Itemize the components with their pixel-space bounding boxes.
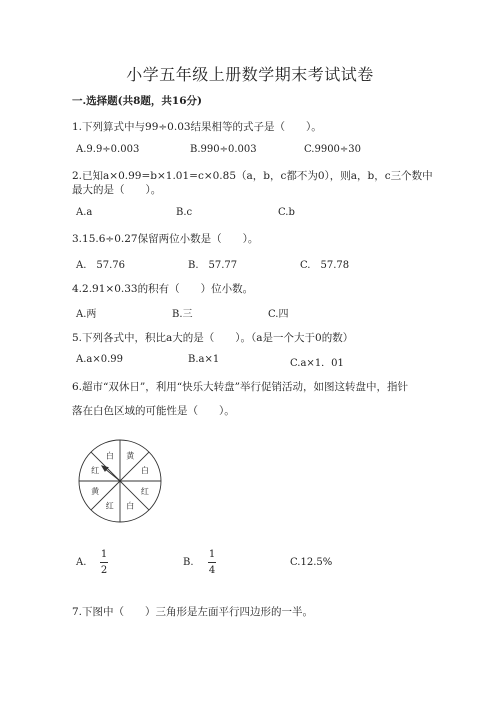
fraction-denominator: 2 [100, 565, 108, 576]
q6-option-b-fraction [208, 549, 216, 576]
q6-option-a-fraction [100, 549, 108, 576]
q2-option-a: A.a [76, 207, 93, 218]
spinner-sector-label: 黄 [126, 451, 135, 461]
spinner-figure [70, 432, 170, 532]
question-6-stem-line2: 落在白色区域的可能性是（ ）。 [72, 405, 235, 417]
q4-option-c: C.四 [268, 309, 289, 320]
q1-option-c: C.9900÷30 [304, 144, 362, 155]
spinner-pointer [102, 466, 120, 481]
page-title: 小学五年级上册数学期末考试试卷 [126, 65, 374, 84]
spinner-sector-label: 红 [91, 466, 100, 476]
section-heading: 一.选择题(共8题，共16分) [72, 95, 203, 107]
fraction-numerator: 1 [100, 549, 108, 560]
fraction-bar [208, 562, 216, 563]
q4-option-a: A.两 [76, 309, 97, 320]
q5-option-a: A.a×0.99 [76, 354, 124, 365]
spinner-sector-label: 白 [140, 466, 149, 476]
q2-option-b: B.c [176, 207, 193, 218]
fraction-numerator: 1 [208, 549, 216, 560]
spinner-sector-label: 白 [126, 501, 135, 511]
q6-option-b-label: B. [183, 557, 194, 568]
q4-option-b: B.三 [172, 309, 193, 320]
spinner-sector-label: 红 [140, 486, 149, 496]
spinner-sector-label: 红 [105, 501, 114, 511]
q5-option-c: C.a×1．01 [290, 358, 344, 369]
q3-option-a: A. 57.76 [76, 260, 126, 271]
fraction-bar [100, 562, 108, 563]
question-2-stem-line2: 最大的是（ ）。 [72, 184, 162, 196]
spinner-sector-label: 黄 [91, 486, 100, 496]
question-6-stem: 6.超市“双休日”，利用“快乐大转盘”举行促销活动，如图这转盘中，指针 [72, 381, 408, 393]
fraction-denominator: 4 [208, 565, 216, 576]
q6-option-c: C.12.5% [290, 557, 333, 568]
q6-option-a-label: A. [76, 557, 87, 568]
q2-option-c: C.b [278, 207, 295, 218]
q5-option-b: B.a×1 [188, 354, 220, 365]
question-1-stem: 1.下列算式中与99÷0.03结果相等的式子是（ ）。 [72, 121, 322, 133]
q3-option-b: B. 57.77 [188, 260, 238, 271]
q1-option-b: B.990÷0.003 [190, 144, 257, 155]
question-4-stem: 4.2.91×0.33的积有（ ）位小数。 [72, 283, 254, 295]
question-7-stem: 7.下图中（ ）三角形是左面平行四边形的一半。 [72, 606, 314, 618]
spinner-sector-label: 白 [105, 451, 114, 461]
q1-option-a: A.9.9÷0.003 [76, 144, 140, 155]
question-3-stem: 3.15.6÷0.27保留两位小数是（ ）。 [72, 233, 259, 245]
question-5-stem: 5.下列各式中，积比a大的是（ ）。（a是一个大于0的数） [72, 332, 354, 344]
question-2-stem: 2.已知a×0.99=b×1.01=c×0.85（a，b，c都不为0），则a，b，c三个数中 [72, 170, 433, 182]
q3-option-c: C. 57.78 [300, 260, 350, 271]
